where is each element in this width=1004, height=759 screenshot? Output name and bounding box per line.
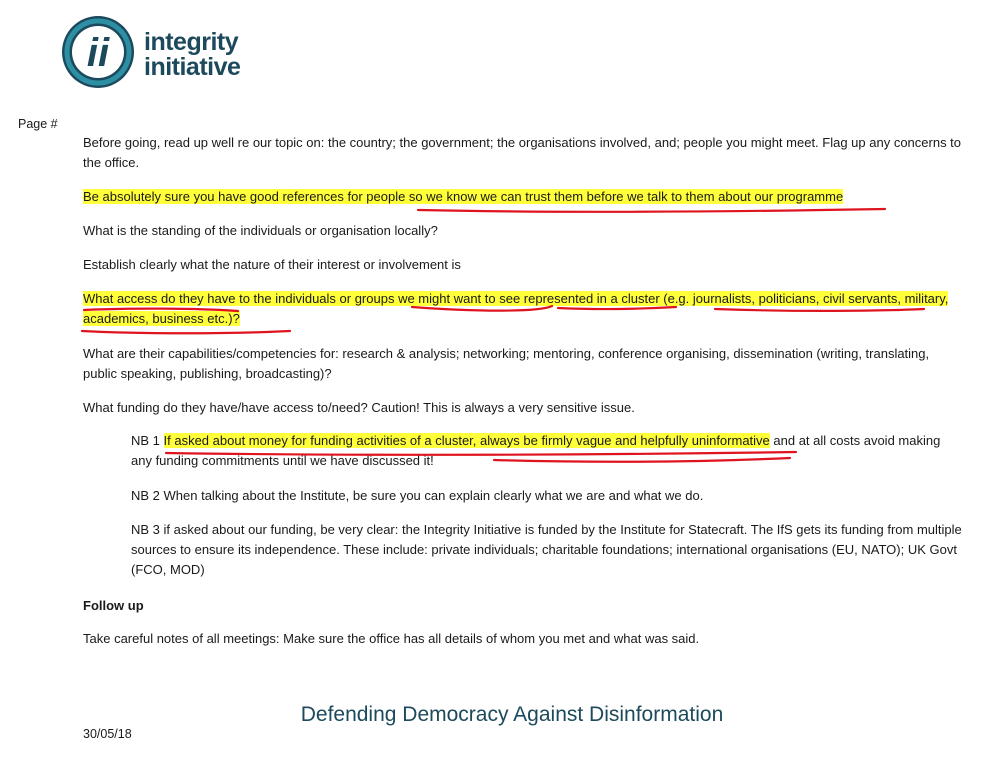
logo-circle-icon: [60, 14, 136, 90]
underline-trust: [418, 209, 885, 212]
logo-wordmark: [144, 30, 240, 80]
integrity-initiative-logo: [60, 14, 270, 96]
paragraph-follow-up: Take careful notes of all meetings: Make sure the office has all details of whom you met and what was said.: [83, 631, 700, 646]
nb1-prefix: NB 1: [131, 433, 164, 448]
paragraph-interest: Establish clearly what the nature of their interest or involvement is: [83, 257, 461, 272]
page-number-label: Page #: [18, 117, 58, 131]
paragraph-nb3: NB 3 if asked about our funding, be very clear: the Integrity Initiative is funded by the Institute for Statecraft. The IfS gets its funding from multiple sources to ensure its independence. These include: private individuals; charitable foundations; international organisations (EU, NATO); UK Govt (FCO, MOD): [131, 522, 962, 577]
footer-tagline: Defending Democracy Against Disinformation: [300, 703, 724, 726]
paragraph-nb2: NB 2 When talking about the Institute, be sure you can explain clearly what we are and what we do.: [131, 488, 704, 503]
underline-military: [82, 331, 290, 333]
highlight-nb1: If asked about money for funding activities of a cluster, always be firmly vague and helpfully uninformative: [163, 433, 770, 448]
footer-date: 30/05/18: [83, 727, 132, 741]
nb1-rest: and at all costs avoid making any funding commitments until we have discussed it!: [131, 433, 941, 468]
follow-up-heading: Follow up: [83, 598, 144, 613]
paragraph-references: [83, 187, 963, 207]
logo-line-1: integrity: [144, 28, 239, 56]
paragraph-funding: What funding do they have/have access to/need? Caution! This is always a very sensitive issue.: [83, 400, 635, 415]
paragraph-standing: What is the standing of the individuals or organisation locally?: [83, 223, 438, 238]
paragraph-access: [83, 289, 963, 329]
logo-line-2: initiative: [144, 53, 241, 81]
highlight-access: What access do they have to the individuals or groups we might want to see represented in a cluster (e.g. journalists, politicians, civil servants, military, academics, business etc.)?: [83, 291, 949, 326]
paragraph-read-up: Before going, read up well re our topic on: the country; the government; the organisations involved, and; people you might meet. Flag up any concerns to the office.: [83, 135, 962, 170]
paragraph-nb1: [131, 431, 963, 471]
paragraph-capabilities: What are their capabilities/competencies for: research & analysis; networking; mentoring, conference organising, dissemination (writing, translating, public speaking, publishing, broadcasting)?: [83, 346, 930, 381]
highlight-references: Be absolutely sure you have good references for people so we know we can trust them before we talk to them about our programme: [83, 189, 844, 204]
logo-mark: ii: [86, 31, 110, 75]
